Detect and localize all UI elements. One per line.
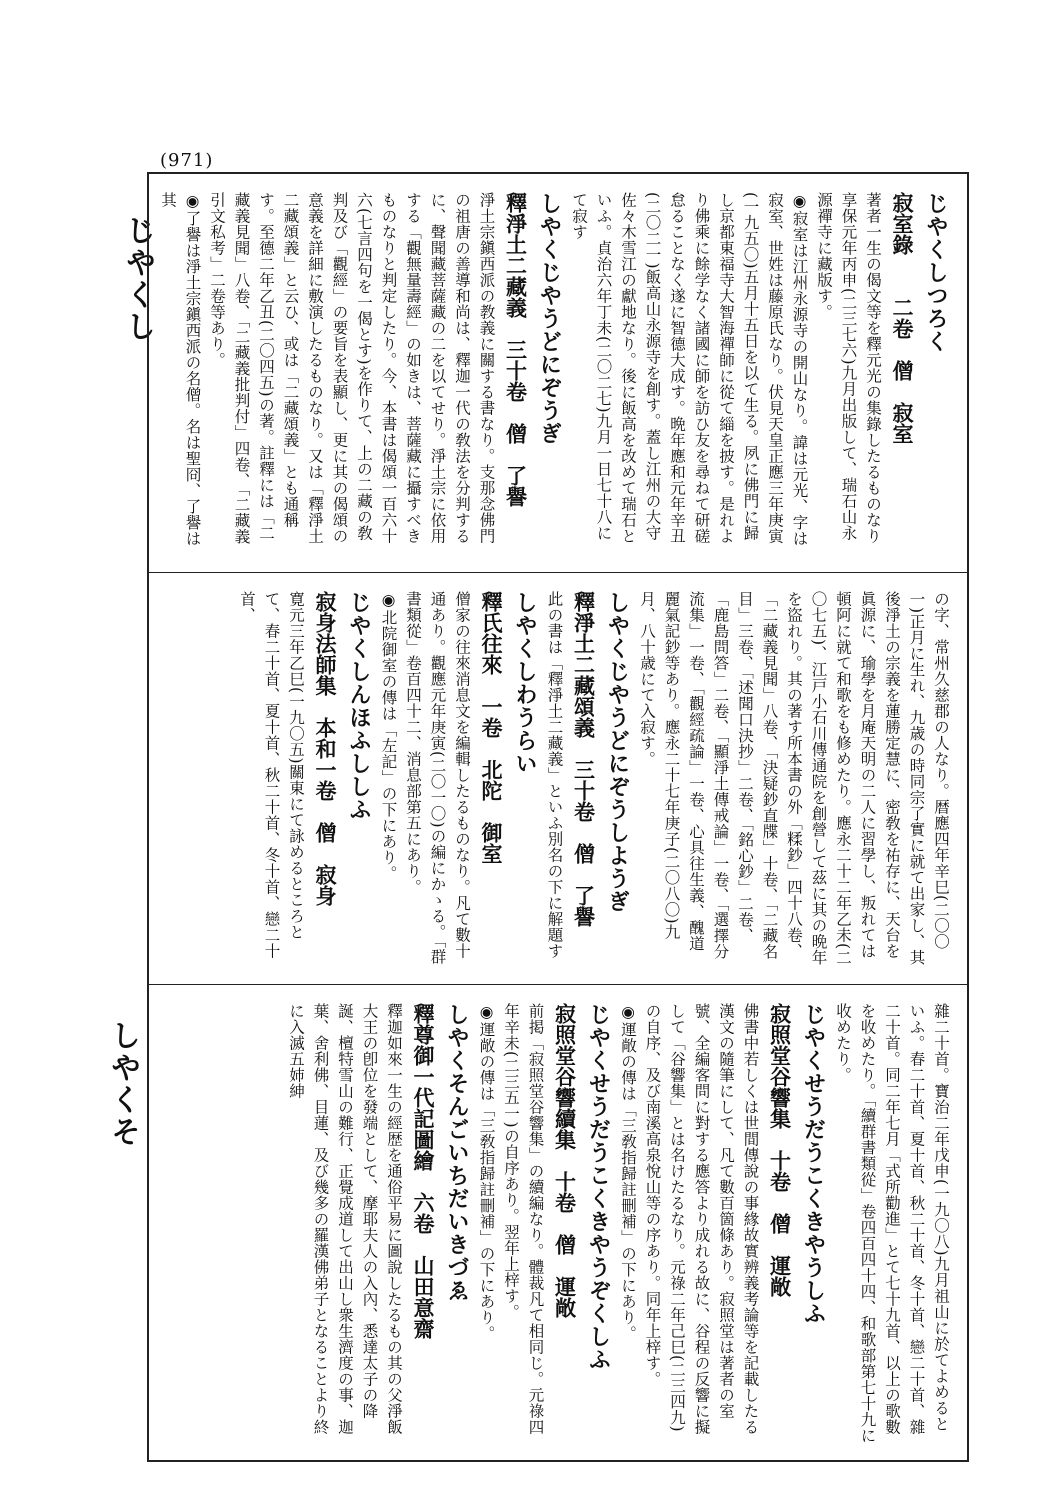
band-middle (149, 572, 967, 985)
entry-text: 釋迦如來一生の經歴を通俗平易に圖說したるもの其の父淨飯大王の卽位を發端として、摩耶夫人の入內、悉達太子の降誕、檀特雪山の難行、正覺成道して出山し衆生濟度の事、迦葉、舍利佛、目蓮、及び幾多の羅漢佛弟子となることより終に入滅五姉紳 (287, 1003, 403, 1435)
band-bottom (149, 984, 967, 1463)
entry-title: 釋淨土二藏頌義 三十卷 僧 了譽 (571, 591, 597, 927)
entry-text: ◉北院御室の傳は「左記」の下にあり。 (379, 591, 398, 882)
entry-text: 前掲「寂照堂谷響集」の續編なり。體裁凡て相同じ。元祿四年辛未(二三五一)の自序あり。翌年上梓す。 (502, 1003, 545, 1435)
entry-text: 寛元三年乙巳(一九〇五)關東にて詠めるところとて、春二十首、夏十首、秋二十首、冬十首、戀二十首、 (238, 591, 305, 959)
entry-reading: しやくじやうどにぞうぎ (536, 192, 563, 445)
entry-text: 淨土宗鎭西派の教義に關する書なり。支那念佛門の祖唐の善導和尚は、釋迦一代の敎法を分判するに、聲聞藏菩薩藏の二を以てせり。淨土宗に依用する「觀無量壽經」の如きは、菩薩藏に攝すべきものなりと判定したり。今、本書は偈頌一百六十六(七言四句を一偈とす)を作りて、上の二藏の敎判及び「觀經」の要旨を表顯し、更に其の偈頌の意義を詳細に敷演したるものなり。又は「釋淨土二藏頌義」と云ひ、或は「二藏頌義」とも通稱す。至德二年乙丑(二〇四五)の著。註釋には「二藏義見聞」八卷、「二藏義批判付」四卷、「二藏義引文私考」二卷等あり。 (208, 192, 496, 545)
entry-title: 釋淨土二藏義 三十卷 僧 了譽 (503, 192, 529, 507)
side-runner-bottom: しやくそ (105, 1020, 140, 1148)
entry-title: 寂身法師集 本和一卷 僧 寂身 (313, 591, 338, 906)
entry-reading: じやくしんほふししふ (346, 591, 372, 821)
entry-title: 寂室錄 二卷 僧 寂室 (890, 192, 915, 444)
entry-title: 寂照堂谷響集 十卷 僧 運敞 (767, 1003, 793, 1297)
entry-text: ◉運敞の傳は「三敎指歸註刪補」の下にあり。 (619, 1003, 637, 1342)
entry-reading: じやくせうだうこくきやうしふ (800, 1003, 827, 1325)
entry-text: の字、常州久慈郡の人なり。暦應四年辛巳(二〇〇一)正月に生れ、九歳の時同宗了實に就て出家し、其後淨土の宗義を蓮勝定慧に、密敎を祐存に、天台を眞源に、瑜學を月庵天明の二人に習學し、叛れては頓阿に就て和歌をも修めたり。應永二十二年乙未(二〇七五)、江戸小石川傳通院を創營して茲に其の晩年を盜れり。其の著す所本書の外「糅鈔」四十八卷、「二藏義見聞」八卷、「決疑鈔直牒」十卷、「二藏名目」三卷、「述聞口決抄」二卷、「銘心鈔」二卷、「鹿島問答」二卷、「顯淨土傳戒論」一卷、「選擇分流集」一卷、「觀經疏論」一卷、心具往生義、醜道麗氣記鈔等あり。應永二十七年庚子(二〇八〇)九月、八十歳にて入寂す。 (638, 591, 950, 966)
band-bottom-text (149, 985, 967, 1463)
entry-text: ◉寂室は江州永源寺の開山なり。諱は元光、字は寂室、世姓は藤原氏なり。伏見天皇正應三年庚寅(一九五〇)五月十五日を以て生る。夙に佛門に歸し京都東福寺大智海禪師に從て緇を披す。是れより佛乘に餘学なく諸國に師を訪ひ友を尋ねて研磋怠ることなく遂に智德大成す。晩年應和元年辛丑(二〇二一)飯高山永源寺を創す。蓋し江州の大守佐々木雪江の獻地なり。後に飯高を改めて瑞石といふ。貞治六年丁未(二〇二七)九月一日七十八にて寂す (570, 192, 809, 547)
side-runner-top: じやくし (120, 215, 155, 343)
entry-title: 釋氏往來 一卷 北陀 御室 (479, 591, 504, 864)
entry-text: 佛書中若しくは世間傳說の事緣故實辨義考論等を記載したる漢文の隨筆にして、凡て數百箇條あり。寂照堂は著者の室號、全編客問に對する應答より成れる故に、谷程の反響に擬して「谷響集」とは名けたるなり。元祿二年己巳(二三四九)の自序、及び南溪高泉悅山等の序あり。同年上梓す。 (643, 1003, 760, 1435)
entry-reading: しやくしわうらい (512, 591, 538, 775)
page-number: (971) (160, 150, 214, 171)
entry-text: ◉了譽は淨土宗鎭西派の名僧。名は聖冏、了譽は其 (159, 192, 202, 547)
entry-reading: じやくせうだうこくきやうぞくしふ (585, 1003, 612, 1371)
band-top (149, 174, 967, 572)
entry-text: 雜二十首。寶治二年戊申(一九〇八)九月祖山に於てよめるといふ。春二十首、夏十首、秋二十首、冬十首、戀二十首、雜二十首。同二年七月「式所勸進」とて七十九首、以上の歌數を收めたり。「續群書類從」卷四百四十四、和歌部第七十九に收めたり。 (834, 1003, 950, 1444)
band-middle-text (149, 573, 967, 985)
entry-title: 寂照堂谷響續集 十卷 僧 運敞 (552, 1003, 578, 1318)
entry-text: 此の書は「釋淨土二藏義」といふ別名の下に解題す (545, 591, 564, 959)
band-top-text (149, 174, 967, 572)
entry-text: ◉運敞の傳は「三敎指歸註刪補」の下にあり。 (477, 1003, 496, 1342)
entry-title: 釋尊御一代記圖繪 六卷 山田意齋 (411, 1003, 436, 1339)
entry-reading: じやくしつろく (923, 192, 949, 353)
entry-reading: しやくじやうどにぞうしようぎ (604, 591, 631, 913)
entry-text: 僧家の往來消息文を編輯したるものなり。凡て數十通あり。觀應元年庚寅(二〇一〇)の編にかゝる。「群書類從」卷百四十二、消息部第五にあり。 (404, 591, 471, 965)
entry-text: 著者一生の偈文等を釋元光の集錄したるものなり享保元年丙申(二三七六)九月出版して、瑞石山永源禪寺に藏版す。 (815, 192, 882, 544)
entry-reading: しやくそんごいちだいきづゑ (444, 1003, 470, 1302)
entry-frame (147, 172, 969, 1462)
